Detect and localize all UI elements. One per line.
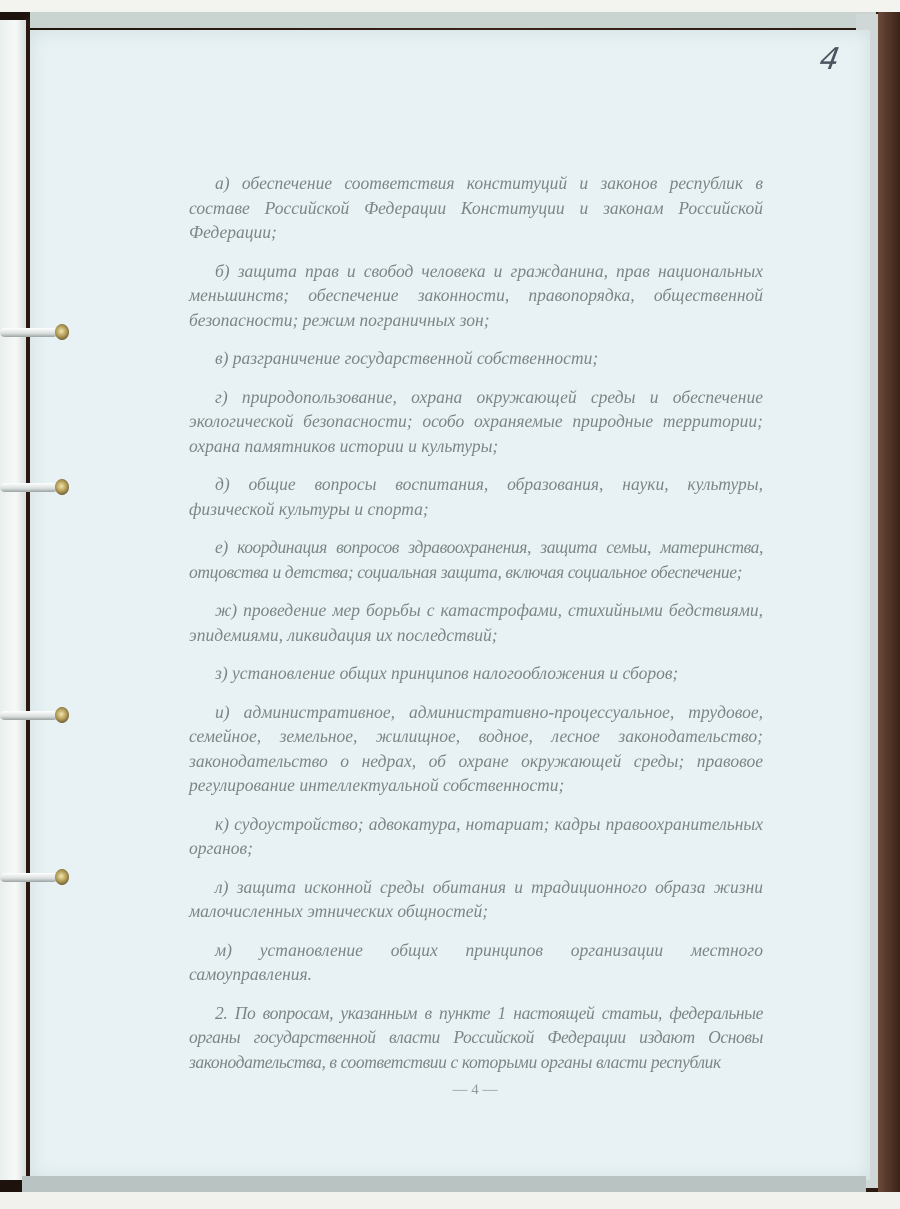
paragraph-g: г) природопользование, охрана окружающей среды и обеспечение экологической безопасности; особо охраняемые природные территории; охрана памятников истории и культуры; (189, 386, 763, 456)
paragraph-e: е) координация вопросов здравоохранения, защита семьи, материнства, отцовства и детства; социальная защита, включая социальное обеспечение; (189, 537, 763, 582)
page-number: — 4 — (452, 1082, 498, 1098)
paragraph-a: а) обеспечение соответствия конституций и законов республик в составе Российской Федерации Конституции и законам Российской Федерации; (189, 173, 763, 242)
handwritten-page-mark: 4 (816, 42, 843, 77)
paragraph-v: в) разграничение государственной собственности; (215, 348, 599, 368)
paragraph-z: з) установление общих принципов налогообложения и сборов; (215, 663, 679, 683)
binder-ring-icon (0, 707, 70, 723)
paragraph-zh: ж) проведение мер борьбы с катастрофами, стихийными бедствиями, эпидемиями, ликвидация их последствий; (189, 600, 763, 645)
binder-ring-icon (0, 324, 70, 340)
paragraph-i: и) административное, административно-процессуальное, трудовое, семейное, земельное, жилищное, водное, лесное законодательство; законодательство о недрах, об охране окружающей среды; правовое регулирование интеллектуальной собственности; (189, 701, 763, 795)
binder-ring-icon (0, 479, 70, 495)
paragraph-l: л) защита исконной среды обитания и традиционного образа жизни малочисленных этнических общностей; (189, 876, 763, 921)
binder-right-edge (878, 12, 900, 1192)
paragraph-m: м) установление общих принципов организации местного самоуправления. (189, 939, 763, 984)
left-spine-page (0, 20, 26, 1180)
paragraph-k: к) судоустройство; адвокатура, нотариат; кадры правоохранительных органов; (189, 813, 763, 858)
paragraph-b: б) защита прав и свобод человека и гражданина, прав национальных меньшинств; обеспечение законности, правопорядка, общественной безопасности; режим пограничных зон; (189, 260, 763, 330)
binder-strip-top (30, 12, 876, 28)
binder-cover-bottom-edge (0, 1192, 900, 1209)
binder-ring-icon (0, 869, 70, 885)
paragraph-d: д) общие вопросы воспитания, образования, науки, культуры, физической культуры и спорта; (189, 474, 763, 519)
binder-strip-bottom (22, 1176, 866, 1192)
document-body (189, 171, 763, 1074)
paragraph-2: 2. По вопросам, указанным в пункте 1 настоящей статьи, федеральные органы государственной власти Российской Федерации издают Основы законодательства, в соответствии с которыми органы власти республик (189, 1002, 763, 1072)
binder-cover-top-edge (0, 0, 900, 12)
